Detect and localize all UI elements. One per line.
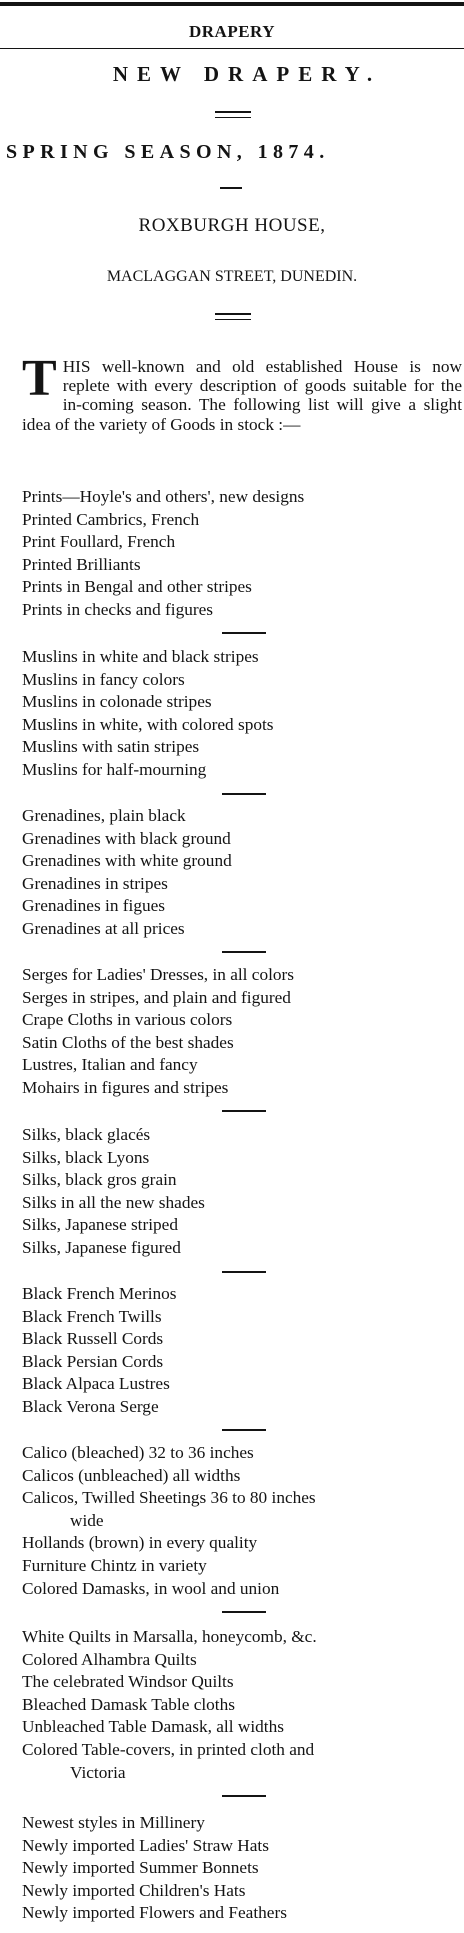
list-item: Muslins with satin stripes xyxy=(22,737,200,757)
list-group-silks xyxy=(22,1124,462,1260)
list-item: Mohairs in figures and stripes xyxy=(22,1077,229,1097)
list-group-calicos xyxy=(22,1442,462,1600)
list-item: Calicos (unbleached) all widths xyxy=(22,1465,241,1485)
list-item: Black French Merinos xyxy=(22,1284,177,1303)
group-divider xyxy=(222,951,266,953)
list-item: Crape Cloths in various colors xyxy=(22,1010,233,1030)
list-item: Calicos, Twilled Sheetings 36 to 80 inches xyxy=(22,1488,316,1508)
list-item: Colored Alhambra Quilts xyxy=(22,1649,197,1669)
list-item: Newly imported Children's Hats xyxy=(22,1880,246,1900)
list-item: Black French Twills xyxy=(22,1306,162,1326)
list-item: Silks, black gros grain xyxy=(22,1170,177,1190)
list-item: Muslins in fancy colors xyxy=(22,669,185,689)
list-item: Muslins in white and black stripes xyxy=(22,647,259,666)
list-item-continuation: wide xyxy=(70,1510,104,1530)
intro-paragraph xyxy=(22,350,462,434)
intro-text: HIS well-known and old established House is now replete with every description of goods suitable for the in-coming season. The following list will give a slight idea of the variety of Goods in stock :— xyxy=(22,357,462,434)
list-group-millinery xyxy=(22,1812,462,1925)
list-item: Prints in Bengal and other stripes xyxy=(22,577,252,597)
list-item: Bleached Damask Table cloths xyxy=(22,1694,235,1714)
list-item: Colored Table-covers, in printed cloth and xyxy=(22,1739,315,1759)
list-item: White Quilts in Marsalla, honeycomb, &c. xyxy=(22,1627,317,1646)
list-item: Hollands (brown) in every quality xyxy=(22,1533,258,1553)
group-divider xyxy=(222,1429,266,1431)
list-item: Print Foullard, French xyxy=(22,532,176,552)
list-item: The celebrated Windsor Quilts xyxy=(22,1672,234,1692)
list-item: Silks in all the new shades xyxy=(22,1192,205,1212)
season-line: SPRING SEASON, 1874. xyxy=(6,141,330,163)
list-item: Serges for Ladies' Dresses, in all colors xyxy=(22,965,295,984)
group-divider xyxy=(222,1611,266,1613)
list-item: Muslins for half-mourning xyxy=(22,759,207,779)
group-divider xyxy=(222,1271,266,1273)
list-group-muslins xyxy=(22,646,462,782)
list-item: Lustres, Italian and fancy xyxy=(22,1055,198,1075)
list-item: Furniture Chintz in variety xyxy=(22,1555,207,1575)
list-item: Black Russell Cords xyxy=(22,1329,164,1349)
group-divider xyxy=(222,632,266,634)
list-item: Silks, Japanese striped xyxy=(22,1215,178,1235)
list-item: Satin Cloths of the best shades xyxy=(22,1032,234,1052)
section-heading: DRAPERY xyxy=(188,22,275,41)
list-group-black xyxy=(22,1283,462,1419)
ad-title: NEW DRAPERY. xyxy=(112,62,382,86)
house-name: ROXBURGH HOUSE, xyxy=(138,215,326,236)
street-address: MACLAGGAN STREET, DUNEDIN. xyxy=(106,268,358,285)
list-item: Serges in stripes, and plain and figured xyxy=(22,987,291,1007)
address-rule xyxy=(215,313,251,315)
list-item: Calico (bleached) 32 to 36 inches xyxy=(22,1443,254,1462)
list-item: Black Verona Serge xyxy=(22,1396,159,1416)
list-item: Colored Damasks, in wool and union xyxy=(22,1578,280,1598)
list-item: Grenadines with white ground xyxy=(22,851,232,871)
group-divider xyxy=(222,1110,266,1112)
list-item: Muslins in colonade stripes xyxy=(22,692,212,712)
list-item: Printed Brilliants xyxy=(22,554,141,574)
list-item-continuation: Victoria xyxy=(70,1762,126,1782)
list-item: Grenadines at all prices xyxy=(22,918,185,938)
list-item: Prints in checks and figures xyxy=(22,599,214,619)
list-item: Grenadines with black ground xyxy=(22,828,231,848)
section-rule xyxy=(0,48,464,49)
list-item: Grenadines, plain black xyxy=(22,806,186,825)
list-item: Black Persian Cords xyxy=(22,1351,164,1371)
list-item: Silks, black glacés xyxy=(22,1125,151,1144)
list-item: Newly imported Flowers and Feathers xyxy=(22,1903,287,1923)
list-item: Newly imported Summer Bonnets xyxy=(22,1858,259,1878)
list-group-quilts xyxy=(22,1626,462,1784)
list-group-grenadines xyxy=(22,805,462,941)
title-rule xyxy=(215,111,251,113)
list-item: Grenadines in stripes xyxy=(22,873,168,893)
list-item: Grenadines in figues xyxy=(22,896,166,916)
list-item: Unbleached Table Damask, all widths xyxy=(22,1717,284,1737)
top-rule xyxy=(0,2,464,6)
list-group-serges xyxy=(22,964,462,1100)
group-divider xyxy=(222,793,266,795)
group-divider xyxy=(222,1795,266,1797)
season-rule xyxy=(220,187,242,189)
list-item: Silks, black Lyons xyxy=(22,1147,150,1167)
list-item: Newest styles in Millinery xyxy=(22,1813,205,1832)
list-item: Silks, Japanese figured xyxy=(22,1237,181,1257)
list-item: Black Alpaca Lustres xyxy=(22,1374,170,1394)
list-item: Muslins in white, with colored spots xyxy=(22,714,274,734)
list-item: Printed Cambrics, French xyxy=(22,509,200,529)
list-item: Newly imported Ladies' Straw Hats xyxy=(22,1835,269,1855)
drop-cap: T xyxy=(22,350,57,407)
list-item: Prints—Hoyle's and others', new designs xyxy=(22,487,305,506)
list-group-prints xyxy=(22,486,462,622)
